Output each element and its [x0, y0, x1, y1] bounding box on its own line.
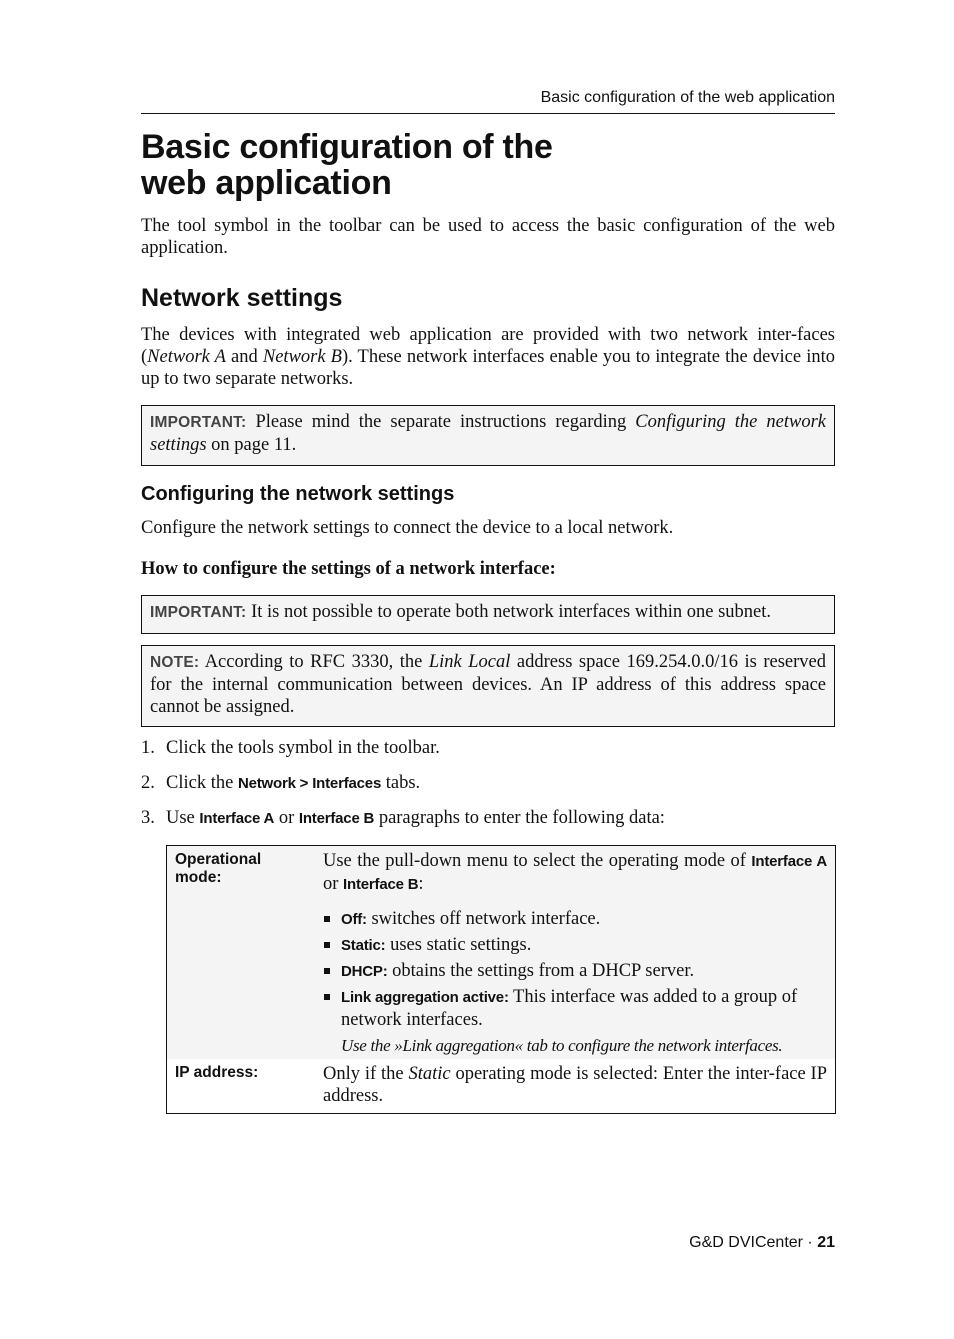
page-title [141, 129, 553, 201]
note-label: NOTE: [150, 654, 200, 671]
square-bullet-icon [324, 968, 330, 974]
mode-text: obtains the settings from a DHCP server. [387, 961, 695, 981]
list-item [323, 986, 827, 1031]
operational-mode-description [323, 850, 827, 1057]
step-1 [141, 737, 835, 759]
ui-interface-a: Interface A [199, 810, 275, 827]
mode-text: uses static settings. [385, 935, 532, 955]
ui-interface-a: Interface A [751, 853, 827, 870]
configuring-paragraph: Configure the network settings to connect the device to a local network. [141, 518, 674, 538]
note-text-a: According to RFC 3330, the [199, 652, 429, 672]
colon: : [418, 874, 424, 894]
header-rule [141, 113, 835, 114]
ip-address-description [323, 1063, 827, 1107]
mode-term: DHCP: [341, 963, 388, 980]
mode-text: switches off network interface. [366, 909, 601, 929]
page-title-line-1: Basic configuration of the [141, 128, 553, 166]
static-term: Static [408, 1064, 451, 1084]
table-row-ip-address [167, 1059, 835, 1113]
mode-text: This interface was added to a group of network interfaces. [341, 987, 798, 1030]
link-local-term: Link Local [428, 652, 511, 672]
operational-mode-intro: Use the pull-down menu to select the operating mode of [323, 851, 752, 871]
list-item [323, 908, 827, 931]
list-item [323, 934, 827, 957]
step-number: 2. [141, 773, 155, 793]
ip-address-label: IP address: [175, 1064, 259, 1081]
step-text-pre: Use [166, 808, 200, 828]
ui-interface-b: Interface B [343, 876, 419, 893]
page-footer [141, 1234, 835, 1252]
network-text-b: ). These network interfaces enable you to integrate the device into up to two separate networks. [141, 347, 835, 389]
operational-mode-label: Operational mode: [175, 851, 262, 886]
network-and: and [225, 347, 263, 367]
note-box [141, 645, 835, 727]
mode-term: Off: [341, 911, 367, 928]
step-text-post: paragraphs to enter the following data: [374, 808, 665, 828]
settings-table [166, 845, 836, 1114]
footer-product: G&D DVICenter · [689, 1234, 818, 1251]
or-text: or [323, 874, 344, 894]
mode-list [323, 908, 827, 1031]
step-number: 1. [141, 738, 155, 758]
ui-path-network-interfaces: Network > Interfaces [237, 775, 382, 792]
running-header: Basic configuration of the web application [540, 89, 835, 106]
step-text-pre: Click the [166, 773, 238, 793]
square-bullet-icon [324, 994, 330, 1000]
important-label: IMPORTANT: [150, 414, 247, 431]
important-text-b: on page 11. [206, 435, 297, 455]
howto-heading: How to configure the settings of a network interface: [141, 559, 556, 579]
network-b-term: Network B [262, 347, 342, 367]
configuring-heading: Configuring the network settings [141, 483, 455, 505]
important-box-network [141, 405, 835, 466]
important-box-subnet [141, 595, 835, 634]
network-settings-heading: Network settings [141, 284, 343, 312]
step-2 [141, 772, 835, 795]
table-row-operational-mode [167, 846, 835, 1059]
network-text-a: The devices with integrated web application are provided with two network inter-faces ( [141, 325, 835, 367]
network-a-term: Network A [147, 347, 226, 367]
ip-text-b: operating mode is selected: Enter the inter-face IP address. [323, 1064, 827, 1106]
step-text: Click the tools symbol in the toolbar. [166, 738, 440, 758]
ip-text-a: Only if the [323, 1064, 409, 1084]
square-bullet-icon [324, 916, 330, 922]
network-paragraph [141, 324, 835, 390]
list-item [323, 960, 827, 983]
important-label: IMPORTANT: [150, 604, 247, 621]
step-text-mid: or [274, 808, 299, 828]
important-reference-link[interactable]: Configuring the network settings [150, 412, 826, 455]
step-number: 3. [141, 808, 155, 828]
note-text-b: address space 169.254.0.0/16 is reserved for the internal communication between devices. An IP address of this address space cannot be assigned. [150, 652, 826, 717]
important-text-a: Please mind the separate instructions regarding [246, 412, 636, 432]
page-number: 21 [817, 1234, 835, 1251]
step-3 [141, 807, 835, 830]
important-subnet-text: It is not possible to operate both network interfaces within one subnet. [246, 602, 772, 622]
square-bullet-icon [324, 942, 330, 948]
step-text-post: tabs. [381, 773, 421, 793]
ui-interface-b: Interface B [298, 810, 375, 827]
mode-term: Static: [341, 937, 386, 954]
page-title-line-2: web application [141, 164, 392, 202]
link-aggregation-note: Use the »Link aggregation« tab to configure the network interfaces. [341, 1036, 783, 1055]
intro-paragraph: The tool symbol in the toolbar can be used to access the basic configuration of the web application. [141, 216, 835, 258]
mode-term: Link aggregation active: [341, 989, 509, 1006]
